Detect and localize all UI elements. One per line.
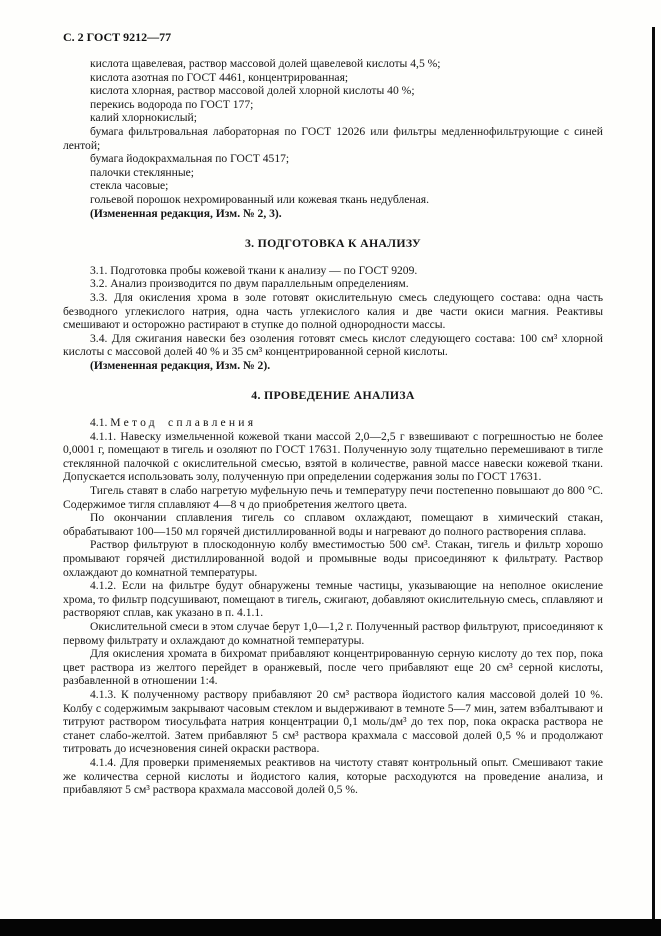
paragraph: 3.3. Для окисления хрома в золе готовят окислительную смесь следующего состава: одна часть безводного углекислого натрия, одна часть углекислого калия и две части окиси магния. Реактивы смешивают и осторожно растирают в ступке до полной однородности массы.: [63, 290, 603, 332]
document-content: [63, 57, 603, 797]
reagent-list-item: калий хлорнокислый;: [90, 111, 197, 125]
reagent-list-item: кислота азотная по ГОСТ 4461, концентрированная;: [90, 70, 349, 84]
reagent-list-item: бумага фильтровальная лабораторная по ГОСТ 12026 или фильтры медленнофильтрующие с синей лентой;: [63, 124, 603, 152]
method-heading: [63, 416, 603, 430]
reagent-list-item: перекись водорода по ГОСТ 177;: [90, 97, 254, 111]
scan-bottom-edge: [0, 919, 661, 936]
scan-right-edge: [652, 27, 655, 920]
paragraph: Окислительной смеси в этом случае берут 1,0—1,2 г. Полученный раствор фильтруют, присоединяют к первому фильтрату и охлаждают до комнатной температуры.: [63, 619, 603, 647]
paragraph: 3.4. Для сжигания навески без озоления готовят смесь кислот следующего состава: 100 см³ хлорной кислоты с массовой долей 40 % и 35 см³ концентрированной серной кислоты.: [63, 331, 603, 359]
paragraph: Тигель ставят в слабо нагретую муфельную печь и температуру печи постепенно повышают до 800 °С. Содержимое тигля сплавляют 4—8 ч до приобретения желтого цвета.: [63, 484, 603, 511]
method-name: Метод сплавления: [110, 416, 257, 430]
reagent-list-item: палочки стеклянные;: [90, 165, 194, 179]
paragraph: 4.1.4. Для проверки применяемых реактивов на чистоту ставят контрольный опыт. Смешивают такие же количества серной кислоты и йодистого калия, которые расходуются на проведение анализа, и прибавляют 5 см³ раствора крахмала массовой долей 0,5 %.: [63, 755, 603, 797]
section-3-heading: 3. ПОДГОТОВКА К АНАЛИЗУ: [244, 236, 422, 251]
paragraph: По окончании сплавления тигель со сплавом охлаждают, помещают в химический стакан, обрабатывают 100—150 мл горячей дистиллированной воды и нагревают до полного растворения сплава.: [63, 511, 603, 538]
paragraph: 3.1. Подготовка пробы кожевой ткани к анализу — по ГОСТ 9209.: [90, 263, 418, 277]
reagent-list-item: стекла часовые;: [90, 179, 169, 193]
paragraph: Для окисления хромата в бихромат прибавляют концентрированную серную кислоту до тех пор, пока цвет раствора из желтого перейдет в оранжевый, после чего прибавляют еще 20 см³ серной кислоты, разбавленной в отношении 1:4.: [63, 647, 603, 688]
reagent-list-item: кислота хлорная, раствор массовой долей хлорной кислоты 40 %;: [90, 84, 415, 98]
section-4-heading: 4. ПРОВЕДЕНИЕ АНАЛИЗА: [251, 388, 415, 403]
method-number: 4.1.: [90, 416, 108, 430]
paragraph: 3.2. Анализ производится по двум параллельным определениям.: [90, 277, 409, 291]
paragraph: 4.1.3. К полученному раствору прибавляют 20 см³ раствора йодистого калия массовой долей 10 %. Колбу с содержимым закрывают часовым стеклом и выдерживают в темноте 5—7 мин, затем взбалтывают и титруют раствором тиосульфата натрия концентрации 0,1 моль/дм³ до тех пор, пока окраска раствора не станет слабо-желтой. Затем прибавляют 5 см³ раствора крахмала с массовой долей 0,5 % и продолжают титровать до исчезновения синей окраски раствора.: [63, 687, 603, 756]
amendment-note: (Измененная редакция, Изм. № 2, 3).: [90, 206, 282, 220]
amendment-note: (Измененная редакция, Изм. № 2).: [90, 358, 271, 372]
page-header: С. 2 ГОСТ 9212—77: [63, 30, 172, 44]
paragraph: 4.1.1. Навеску измельченной кожевой ткани массой 2,0—2,5 г взвешивают с погрешностью не более 0,0001 г, помещают в тигель и озоляют по ГОСТ 17631. Полученную золу тщательно перемешивают в тигле стеклянной палочкой с окислительной смесью, взятой в количестве, равной массе навески кожевой ткани. Допускается использовать золу, полученную при определении содержания золы по ГОСТ 17631.: [63, 429, 603, 484]
reagent-list-item: гольевой порошок нехромированный или кожевая ткань недубленая.: [90, 192, 430, 206]
paragraph: Раствор фильтруют в плоскодонную колбу вместимостью 500 см³. Стакан, тигель и фильтр хорошо промывают горячей дистиллированной водой и промывные воды присоединяют к фильтрату. Раствор охлаждают до комнатной температуры.: [63, 538, 603, 579]
reagent-list-item: бумага йодокрахмальная по ГОСТ 4517;: [90, 152, 290, 166]
reagent-list-item: кислота щавелевая, раствор массовой долей щавелевой кислоты 4,5 %;: [90, 57, 441, 70]
paragraph: 4.1.2. Если на фильтре будут обнаружены темные частицы, указывающие на неполное окисление хрома, то фильтр подсушивают, помещают в тигель, сжигают, добавляют окислительную смесь, сплавляют и растворяют сплав, как указано в п. 4.1.1.: [63, 579, 603, 620]
